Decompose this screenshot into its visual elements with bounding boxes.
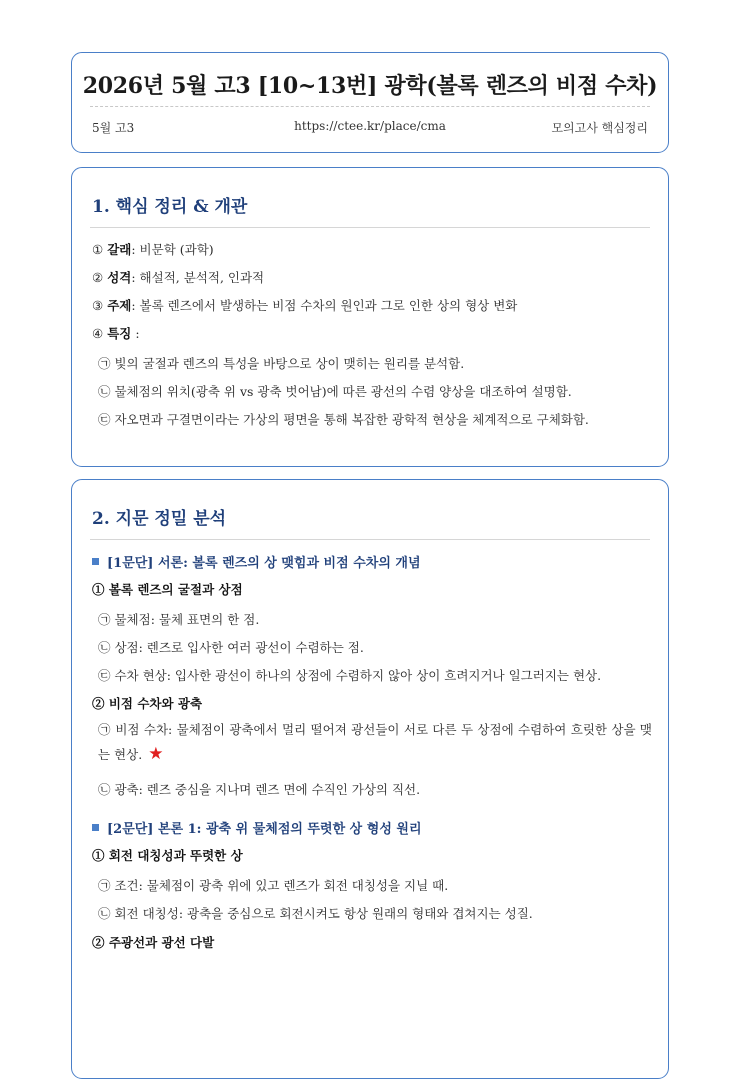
- para1-sub1-line: ㉠ 물체점: 물체 표면의 한 점.: [98, 612, 260, 627]
- summary-item-genre: ① 갈래: 비문학 (과학): [92, 242, 214, 257]
- summary-item-features: ④ 특징 :: [92, 326, 140, 341]
- star-icon: ★: [148, 744, 164, 764]
- feature-line: ㉢ 자오면과 구결면이라는 가상의 평면을 통해 복잡한 광학적 현상을 체계적으로 구체화함.: [98, 412, 589, 427]
- source-url[interactable]: https://ctee.kr/place/cma: [294, 119, 446, 133]
- summary-item-character: ② 성격: 해설적, 분석적, 인과적: [92, 270, 265, 285]
- page-title: 2026년 5월 고3 [10~13번] 광학(볼록 렌즈의 비점 수차): [82, 73, 658, 99]
- para1-sub2-line: ㉠ 비점 수차: 물체점이 광축에서 멀리 떨어져 광선들이 서로 다른 두 상점에 수렴하여 흐릿한 상을 맺는 현상. ★: [98, 722, 652, 764]
- summary-heading: 1. 핵심 정리 & 개관: [92, 197, 248, 217]
- summary-section: [71, 167, 669, 467]
- para2-sub1-line: ㉡ 회전 대칭성: 광축을 중심으로 회전시켜도 항상 원래의 형태와 겹쳐지는 성질.: [98, 906, 533, 921]
- analysis-section: [71, 479, 669, 1079]
- para1-sub1-line: ㉡ 상점: 렌즈로 입사한 여러 광선이 수렴하는 점.: [98, 640, 364, 655]
- square-bullet-icon: [92, 824, 99, 831]
- grade-label: 5월 고3: [92, 121, 135, 135]
- square-bullet-icon: [92, 558, 99, 565]
- feature-line: ㉡ 물체점의 위치(광축 위 vs 광축 벗어남)에 따른 광선의 수렴 양상을 대조하여 설명함.: [98, 384, 572, 399]
- paragraph-1-title: [1문단] 서론: 볼록 렌즈의 상 맺힘과 비점 수차의 개념: [92, 552, 421, 571]
- analysis-heading: 2. 지문 정밀 분석: [92, 509, 227, 529]
- header-divider: [90, 106, 650, 107]
- summary-item-theme: ③ 주제: 볼록 렌즈에서 발생하는 비점 수차의 원인과 그로 인한 상의 형상 변화: [92, 298, 518, 313]
- para1-sub1-title: ① 볼록 렌즈의 굴절과 상점: [92, 582, 243, 597]
- analysis-divider: [90, 539, 650, 540]
- para1-sub2-title: ② 비점 수차와 광축: [92, 696, 203, 711]
- para2-sub2-title: ② 주광선과 광선 다발: [92, 935, 215, 950]
- header-box: [71, 52, 669, 153]
- paragraph-2-title: [2문단] 본론 1: 광축 위 물체점의 뚜렷한 상 형성 원리: [92, 818, 422, 837]
- para1-sub2-line: ㉡ 광축: 렌즈 중심을 지나며 렌즈 면에 수직인 가상의 직선.: [98, 782, 421, 797]
- doc-type-label: 모의고사 핵심정리: [551, 121, 648, 135]
- para2-sub1-line: ㉠ 조건: 물체점이 광축 위에 있고 렌즈가 회전 대칭성을 지닐 때.: [98, 878, 449, 893]
- summary-divider: [90, 227, 650, 228]
- para1-sub1-line: ㉢ 수차 현상: 입사한 광선이 하나의 상점에 수렴하지 않아 상이 흐려지거나 일그러지는 현상.: [98, 668, 602, 683]
- para2-sub1-title: ① 회전 대칭성과 뚜렷한 상: [92, 848, 243, 863]
- feature-line: ㉠ 빛의 굴절과 렌즈의 특성을 바탕으로 상이 맺히는 원리를 분석함.: [98, 356, 465, 371]
